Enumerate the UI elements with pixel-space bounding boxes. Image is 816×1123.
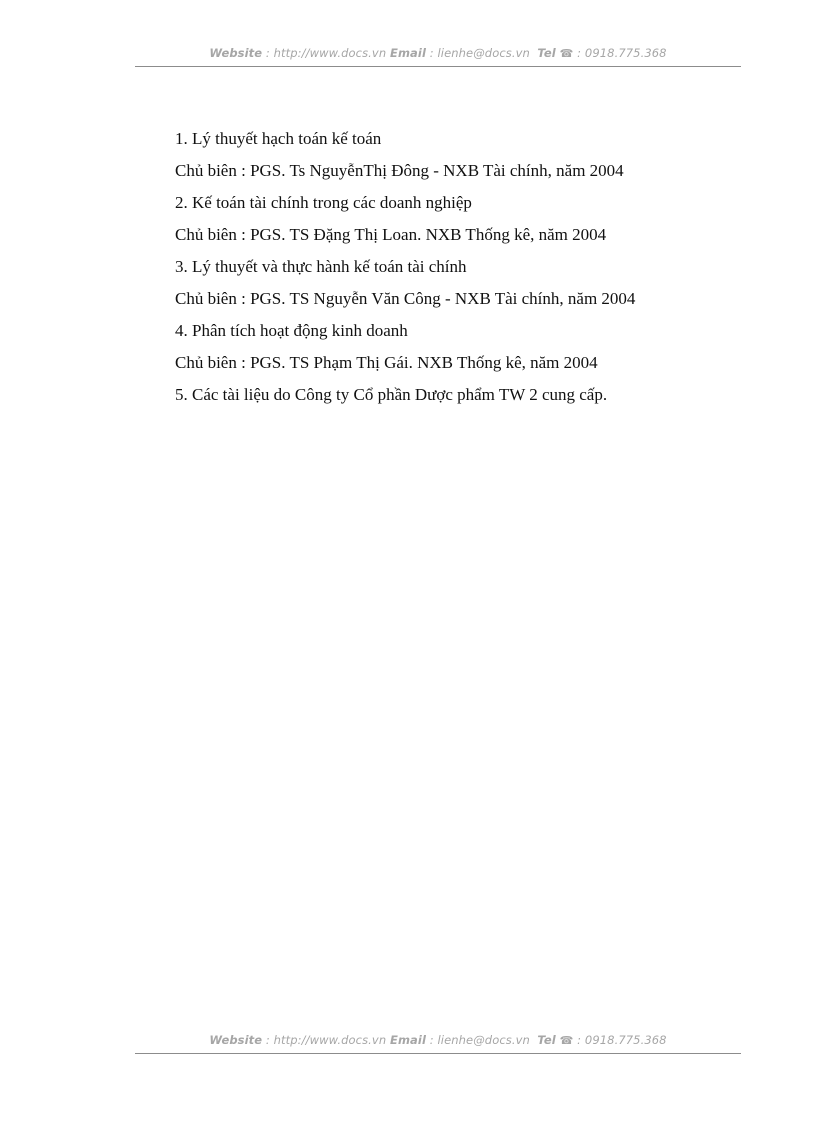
phone-icon: ☎ xyxy=(559,47,574,60)
reference-line: 4. Phân tích hoạt động kinh doanh xyxy=(175,321,408,340)
tel-label: Tel xyxy=(537,1033,556,1047)
tel-separator: : xyxy=(573,1033,585,1047)
page-header xyxy=(135,46,741,67)
email-separator: : xyxy=(425,1033,438,1047)
reference-line: 3. Lý thuyết và thực hành kế toán tài chính xyxy=(175,257,467,276)
phone-icon: ☎ xyxy=(559,1034,574,1047)
reference-line: Chủ biên : PGS. TS Nguyễn Văn Công - NXB Tài chính, năm 2004 xyxy=(175,289,636,308)
reference-line: Chủ biên : PGS. Ts NguyễnThị Đông - NXB Tài chính, năm 2004 xyxy=(175,161,624,180)
email-label: Email xyxy=(390,46,426,60)
tel-number: 0918.775.368 xyxy=(584,46,667,60)
tel-number: 0918.775.368 xyxy=(584,1033,667,1047)
reference-line: Chủ biên : PGS. TS Phạm Thị Gái. NXB Thống kê, năm 2004 xyxy=(175,353,598,372)
email-label: Email xyxy=(390,1033,426,1047)
website-label: Website xyxy=(209,1033,263,1047)
reference-line: 2. Kế toán tài chính trong các doanh nghiệp xyxy=(175,193,472,212)
tel-separator: : xyxy=(573,46,585,60)
website-label: Website xyxy=(209,46,263,60)
email-address: lienhe@docs.vn xyxy=(437,1033,530,1047)
email-address: lienhe@docs.vn xyxy=(437,46,530,60)
website-separator: : xyxy=(262,1033,274,1047)
reference-line: 5. Các tài liệu do Công ty Cổ phần Dược phẩm TW 2 cung cấp. xyxy=(175,385,608,404)
reference-list xyxy=(175,123,775,411)
reference-line: 1. Lý thuyết hạch toán kế toán xyxy=(175,129,382,148)
website-url: http://www.docs.vn xyxy=(273,46,387,60)
email-separator: : xyxy=(425,46,438,60)
website-separator: : xyxy=(262,46,274,60)
reference-line: Chủ biên : PGS. TS Đặng Thị Loan. NXB Thống kê, năm 2004 xyxy=(175,225,607,244)
page-footer xyxy=(135,1033,741,1054)
tel-label: Tel xyxy=(537,46,556,60)
website-url: http://www.docs.vn xyxy=(273,1033,387,1047)
